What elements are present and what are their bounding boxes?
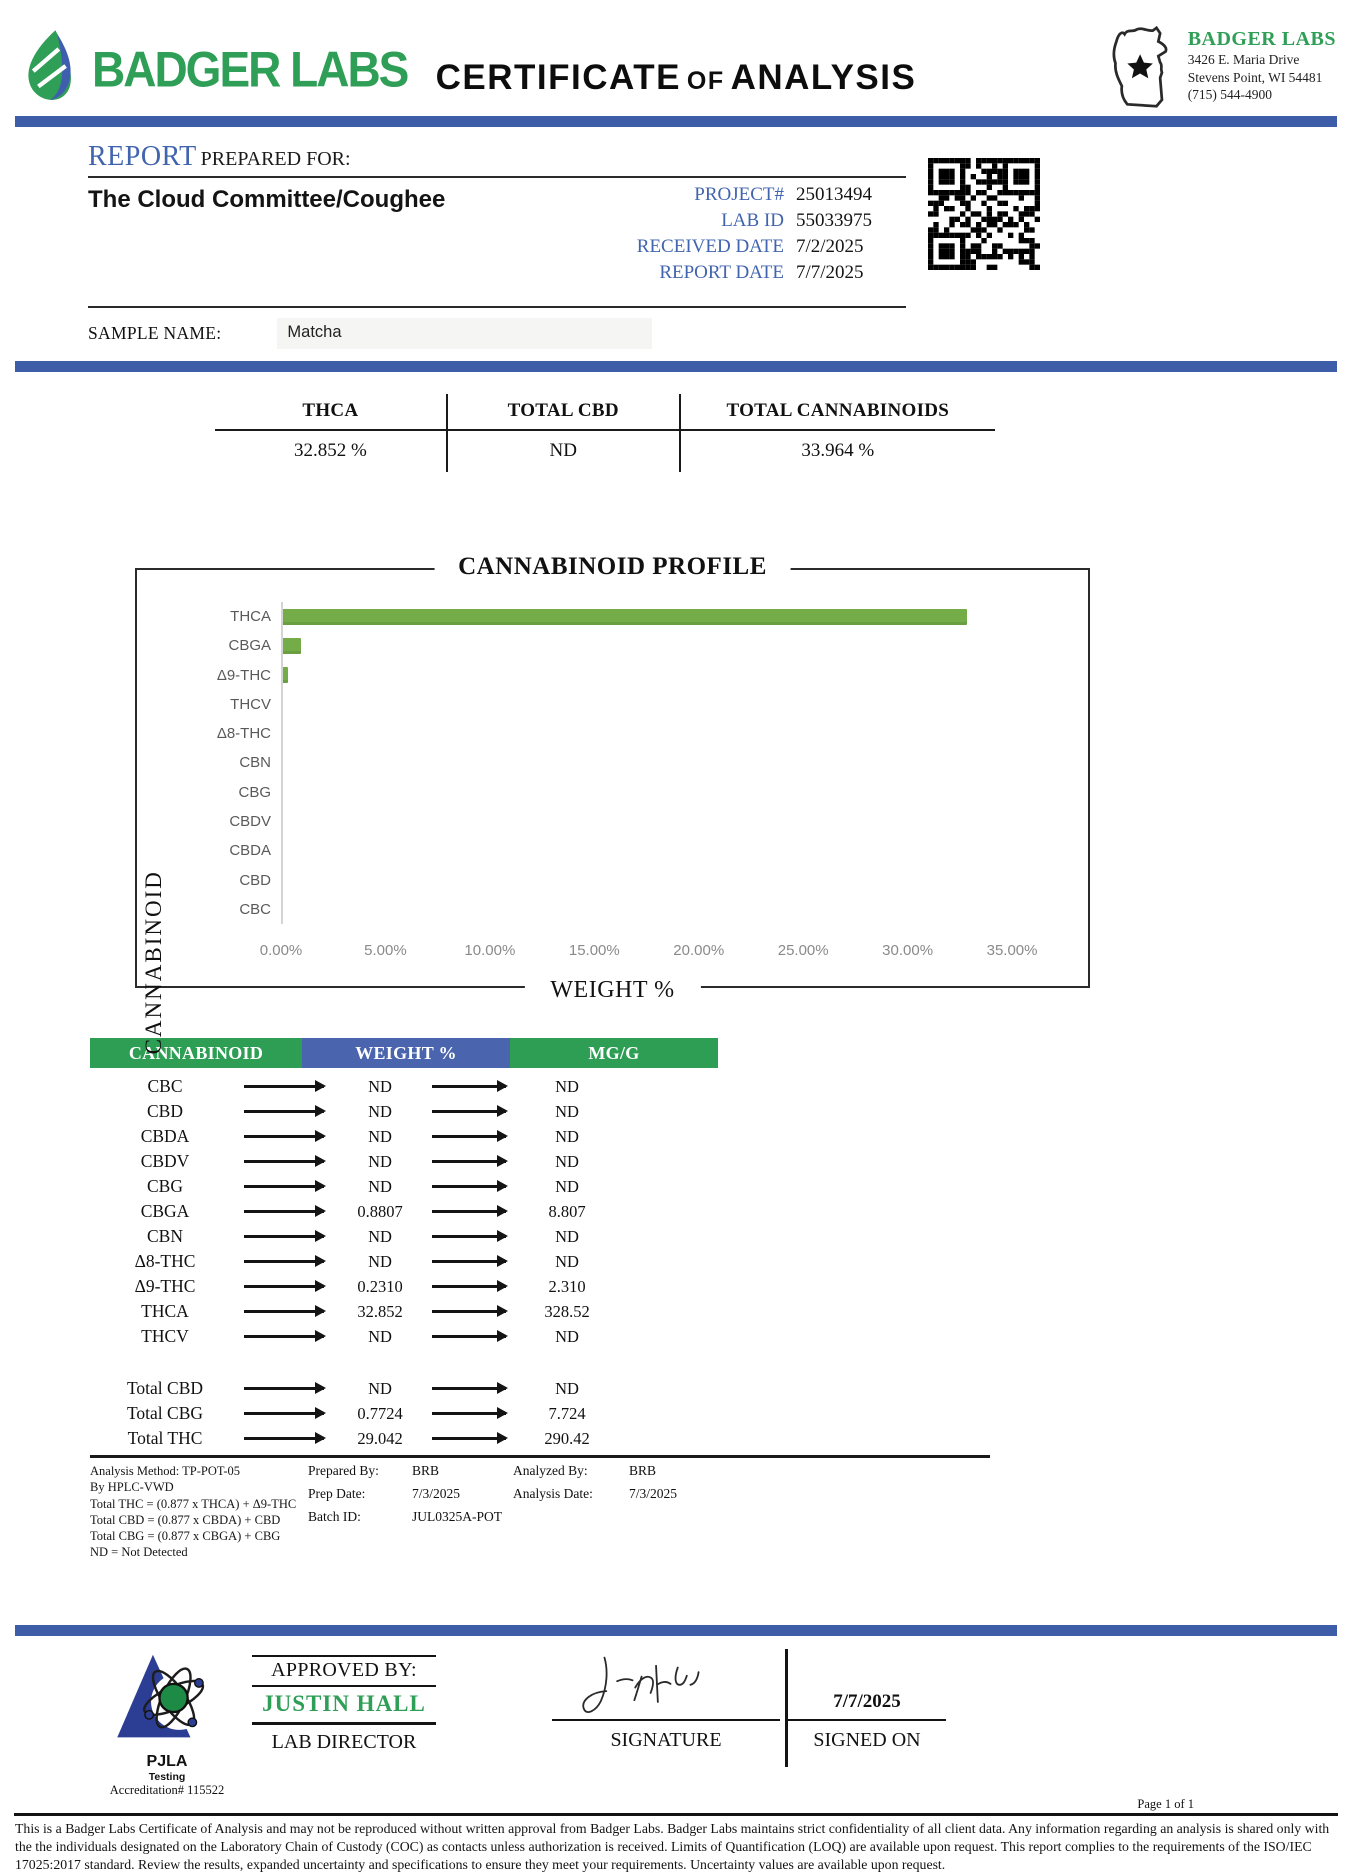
column-header-mgg: MG/G xyxy=(510,1038,718,1068)
mg-per-g-value: ND xyxy=(514,1252,620,1272)
column-header-cannabinoid: CANNABINOID xyxy=(90,1038,302,1068)
arrow-icon xyxy=(432,1437,506,1439)
summary-column-value: 32.852 % xyxy=(215,431,446,472)
signature-label: SIGNATURE xyxy=(552,1721,780,1752)
arrow-icon xyxy=(432,1085,506,1087)
cannabinoid-name: Total THC xyxy=(90,1428,240,1449)
chart-category-label: CBGA xyxy=(199,637,281,654)
note-value: 7/3/2025 xyxy=(396,1486,460,1502)
pjla-logo-icon xyxy=(106,1734,228,1751)
chart-x-axis-label: WEIGHT % xyxy=(524,977,700,1004)
approval-section xyxy=(0,1645,1352,1795)
arrow-icon xyxy=(244,1310,324,1312)
report-field-label: PROJECT# xyxy=(694,184,784,206)
chart-bar-row xyxy=(283,667,1058,683)
cannabinoid-name: CBDV xyxy=(90,1151,240,1172)
weight-percent-value: 0.7724 xyxy=(332,1404,428,1424)
signed-on-block xyxy=(788,1645,946,1752)
lab-name: BADGER LABS xyxy=(1188,28,1336,51)
arrow-icon xyxy=(432,1387,506,1389)
prepared-row xyxy=(308,1509,513,1525)
mg-per-g-value: 7.724 xyxy=(514,1404,620,1424)
footer-rule xyxy=(14,1813,1338,1816)
page-title xyxy=(436,58,917,98)
client-name: The Cloud Committee/Coughee xyxy=(88,186,906,214)
chart-bar-row xyxy=(283,813,1058,829)
report-field-label: RECEIVED DATE xyxy=(637,236,784,258)
chart-x-tick-label: 10.00% xyxy=(464,942,515,959)
lab-address-line1: 3426 E. Maria Drive xyxy=(1188,51,1336,69)
method-note-line: Total CBG = (0.877 x CBGA) + CBG xyxy=(90,1528,308,1544)
summary-column-label: THCA xyxy=(215,394,446,431)
qr-code xyxy=(928,158,1040,270)
chart-bar xyxy=(283,667,288,683)
chart-bar-row xyxy=(283,784,1058,800)
arrow-icon xyxy=(244,1210,324,1212)
pjla-name: PJLA xyxy=(92,1753,242,1771)
note-label: Prepared By: xyxy=(308,1463,396,1479)
mg-per-g-value: 290.42 xyxy=(514,1429,620,1449)
mg-per-g-value: 328.52 xyxy=(514,1302,620,1322)
arrow-icon xyxy=(244,1387,324,1389)
mg-per-g-value: ND xyxy=(514,1127,620,1147)
analyzed-row xyxy=(513,1486,990,1502)
note-label: Batch ID: xyxy=(308,1509,396,1525)
cannabinoid-name: Δ9-THC xyxy=(90,1276,240,1297)
chart-y-axis-label: CANNABINOID xyxy=(141,870,167,1054)
method-note-line: Total CBD = (0.877 x CBDA) + CBD xyxy=(90,1512,308,1528)
chart-bar-row xyxy=(283,696,1058,712)
title-of: OF xyxy=(687,67,725,95)
chart-category-label: THCA xyxy=(199,608,281,625)
signed-on-label: SIGNED ON xyxy=(788,1721,946,1752)
pjla-accreditation-block xyxy=(92,1647,242,1798)
mg-per-g-value: ND xyxy=(514,1227,620,1247)
arrow-icon xyxy=(432,1235,506,1237)
arrow-icon xyxy=(244,1335,324,1337)
cannabinoid-table-rows xyxy=(90,1068,718,1451)
cannabinoid-name: THCA xyxy=(90,1301,240,1322)
chart-bar-row xyxy=(283,726,1058,742)
lab-phone: (715) 544-4900 xyxy=(1188,86,1336,104)
method-notes xyxy=(90,1463,308,1561)
report-fields xyxy=(576,184,906,288)
report-body xyxy=(88,178,906,308)
arrow-icon xyxy=(432,1260,506,1262)
badger-labs-logo xyxy=(18,26,407,111)
table-row xyxy=(90,1249,718,1274)
prepared-row xyxy=(308,1463,513,1479)
chart-bar-row xyxy=(283,843,1058,859)
cannabinoid-name: Total CBG xyxy=(90,1403,240,1424)
chart-x-tick-label: 30.00% xyxy=(882,942,933,959)
table-row xyxy=(90,1199,718,1224)
report-field-row xyxy=(576,210,906,232)
chart-bar-row xyxy=(283,638,1058,654)
arrow-icon xyxy=(244,1235,324,1237)
table-row xyxy=(90,1299,718,1324)
note-label: Analysis Date: xyxy=(513,1486,613,1502)
sample-name-value: Matcha xyxy=(277,318,652,349)
cannabinoid-name: CBDA xyxy=(90,1126,240,1147)
cannabinoid-name: THCV xyxy=(90,1326,240,1347)
approved-by-label: APPROVED BY: xyxy=(252,1655,436,1687)
cannabinoid-name: CBN xyxy=(90,1226,240,1247)
page-number: Page 1 of 1 xyxy=(0,1797,1352,1812)
lab-contact-block xyxy=(1100,20,1336,119)
title-certificate: CERTIFICATE xyxy=(436,58,681,97)
report-field-label: LAB ID xyxy=(721,210,784,232)
arrow-icon xyxy=(244,1085,324,1087)
divider-bar-bottom xyxy=(15,1625,1337,1636)
note-label: Analyzed By: xyxy=(513,1463,613,1479)
arrow-icon xyxy=(432,1185,506,1187)
cannabinoid-name: Δ8-THC xyxy=(90,1251,240,1272)
arrow-icon xyxy=(432,1285,506,1287)
chart-category-label: Δ8-THC xyxy=(199,725,281,742)
cannabinoid-name: CBD xyxy=(90,1101,240,1122)
table-row xyxy=(90,1324,718,1349)
mg-per-g-value: ND xyxy=(514,1102,620,1122)
method-note-line: ND = Not Detected xyxy=(90,1544,308,1560)
column-header-weight: WEIGHT % xyxy=(302,1038,510,1068)
chart-x-ticks xyxy=(281,942,1058,962)
analyzed-block xyxy=(513,1463,990,1561)
arrow-icon xyxy=(244,1260,324,1262)
mg-per-g-value: ND xyxy=(514,1177,620,1197)
summary-column-label: TOTAL CANNABINOIDS xyxy=(681,394,995,431)
accreditation-number: Accreditation# 115522 xyxy=(92,1783,242,1798)
cannabinoid-profile-chart xyxy=(135,568,1090,988)
arrow-icon xyxy=(244,1437,324,1439)
chart-title: CANNABINOID PROFILE xyxy=(434,553,791,581)
chart-category-label: CBC xyxy=(199,901,281,918)
chart-bar xyxy=(283,609,967,625)
analyzed-row xyxy=(513,1463,990,1479)
report-field-label: REPORT DATE xyxy=(659,262,784,284)
chart-bar xyxy=(283,638,301,654)
header xyxy=(0,0,1352,116)
report-section xyxy=(88,141,906,308)
cannabinoid-table-header xyxy=(90,1038,718,1068)
prepared-row xyxy=(308,1486,513,1502)
weight-percent-value: 0.8807 xyxy=(332,1202,428,1222)
table-row xyxy=(90,1224,718,1249)
chart-bar-row xyxy=(283,901,1058,917)
table-row xyxy=(90,1401,718,1426)
chart-category-label: CBD xyxy=(199,872,281,889)
mg-per-g-value: 8.807 xyxy=(514,1202,620,1222)
method-note-line: Total THC = (0.877 x THCA) + Δ9-THC xyxy=(90,1496,308,1512)
chart-category-label: Δ9-THC xyxy=(199,667,281,684)
approver-name: JUSTIN HALL xyxy=(252,1687,436,1725)
divider-bar-middle xyxy=(15,361,1337,372)
mg-per-g-value: ND xyxy=(514,1379,620,1399)
report-field-value: 7/7/2025 xyxy=(796,262,906,284)
method-note-line: By HPLC-VWD xyxy=(90,1479,308,1495)
arrow-icon xyxy=(432,1135,506,1137)
table-row xyxy=(90,1376,718,1401)
chart-x-tick-label: 35.00% xyxy=(987,942,1038,959)
weight-percent-value: ND xyxy=(332,1227,428,1247)
table-row xyxy=(90,1099,718,1124)
arrow-icon xyxy=(244,1160,324,1162)
weight-percent-value: ND xyxy=(332,1077,428,1097)
chart-category-label: CBG xyxy=(199,784,281,801)
chart-bar-row xyxy=(283,872,1058,888)
report-field-value: 7/2/2025 xyxy=(796,236,906,258)
analysis-notes xyxy=(90,1455,990,1561)
table-row xyxy=(90,1074,718,1099)
footer-disclaimer: This is a Badger Labs Certificate of Analysis and may not be reproduced without written approval from Badger Labs. Badger Labs maintains strict confidentiality of all client data. Any information regarding an analysis is shared only with the the individuals designated on the Laboratory Chain of Custody (COC) as contacts unless authorization is received. Limits of Quantification (LOQ) are available upon request. This report complies to the requirements of the ISO/IEC 17025:2017 standard. Review the results, expanded uncertainty and specifications to ensure they meet your requirements. Uncertainty values are available upon request. xyxy=(15,1820,1337,1874)
prepared-block xyxy=(308,1463,513,1561)
summary-column xyxy=(681,394,995,472)
chart-x-tick-label: 20.00% xyxy=(673,942,724,959)
mg-per-g-value: 2.310 xyxy=(514,1277,620,1297)
cannabinoid-table xyxy=(90,1038,718,1451)
report-heading xyxy=(88,141,906,178)
arrow-icon xyxy=(432,1210,506,1212)
lab-address-line2: Stevens Point, WI 54481 xyxy=(1188,69,1336,87)
chart-category-label: CBDA xyxy=(199,842,281,859)
chart-categories xyxy=(199,602,281,924)
chart-category-label: CBN xyxy=(199,754,281,771)
report-heading-secondary: PREPARED FOR: xyxy=(201,148,351,170)
pjla-sub: Testing xyxy=(92,1771,242,1783)
chart-plot-area xyxy=(199,602,1058,924)
arrow-icon xyxy=(244,1285,324,1287)
arrow-icon xyxy=(244,1412,324,1414)
report-field-value: 55033975 xyxy=(796,210,906,232)
chart-bars xyxy=(281,602,1058,924)
mg-per-g-value: ND xyxy=(514,1327,620,1347)
table-row xyxy=(90,1426,718,1451)
table-row xyxy=(90,1174,718,1199)
report-field-value: 25013494 xyxy=(796,184,906,206)
chart-x-tick-label: 0.00% xyxy=(260,942,303,959)
report-field-row xyxy=(576,236,906,258)
chart-bar-row xyxy=(283,609,1058,625)
weight-percent-value: 0.2310 xyxy=(332,1277,428,1297)
note-value: JUL0325A-POT xyxy=(396,1509,502,1525)
signature-block xyxy=(552,1645,780,1752)
logo-wordmark: BADGER LABS xyxy=(92,39,407,97)
wisconsin-state-icon xyxy=(1100,20,1182,119)
weight-percent-value: ND xyxy=(332,1152,428,1172)
summary-table xyxy=(215,394,995,472)
summary-column-label: TOTAL CBD xyxy=(448,394,679,431)
weight-percent-value: ND xyxy=(332,1177,428,1197)
arrow-icon xyxy=(432,1310,506,1312)
weight-percent-value: ND xyxy=(332,1379,428,1399)
report-heading-primary: REPORT xyxy=(88,141,197,172)
weight-percent-value: 29.042 xyxy=(332,1429,428,1449)
cannabinoid-name: CBC xyxy=(90,1076,240,1097)
report-field-row xyxy=(576,184,906,206)
note-value: BRB xyxy=(613,1463,656,1479)
arrow-icon xyxy=(244,1135,324,1137)
weight-percent-value: 32.852 xyxy=(332,1302,428,1322)
weight-percent-value: ND xyxy=(332,1127,428,1147)
summary-column-value: ND xyxy=(448,431,679,472)
title-analysis: ANALYSIS xyxy=(731,58,917,97)
report-field-row xyxy=(576,262,906,284)
table-row xyxy=(90,1274,718,1299)
chart-bar-row xyxy=(283,755,1058,771)
arrow-icon xyxy=(244,1185,324,1187)
sample-row xyxy=(88,318,1352,349)
sample-name-label: SAMPLE NAME: xyxy=(88,323,221,344)
chart-x-tick-label: 5.00% xyxy=(364,942,407,959)
chart-category-label: THCV xyxy=(199,696,281,713)
table-row xyxy=(90,1149,718,1174)
approver-title: LAB DIRECTOR xyxy=(252,1725,436,1754)
arrow-icon xyxy=(432,1160,506,1162)
signature-image xyxy=(552,1645,780,1721)
method-note-line: Analysis Method: TP-POT-05 xyxy=(90,1463,308,1479)
weight-percent-value: ND xyxy=(332,1102,428,1122)
chart-category-label: CBDV xyxy=(199,813,281,830)
note-value: BRB xyxy=(396,1463,439,1479)
cannabinoid-name: CBG xyxy=(90,1176,240,1197)
leaf-icon xyxy=(18,26,86,111)
mg-per-g-value: ND xyxy=(514,1152,620,1172)
summary-column-value: 33.964 % xyxy=(681,431,995,472)
cannabinoid-name: Total CBD xyxy=(90,1378,240,1399)
cannabinoid-name: CBGA xyxy=(90,1201,240,1222)
note-label: Prep Date: xyxy=(308,1486,396,1502)
mg-per-g-value: ND xyxy=(514,1077,620,1097)
table-row xyxy=(90,1124,718,1149)
summary-column xyxy=(215,394,448,472)
table-gap xyxy=(90,1349,718,1376)
signed-date: 7/7/2025 xyxy=(788,1645,946,1721)
chart-x-tick-label: 15.00% xyxy=(569,942,620,959)
weight-percent-value: ND xyxy=(332,1327,428,1347)
arrow-icon xyxy=(432,1412,506,1414)
arrow-icon xyxy=(244,1110,324,1112)
weight-percent-value: ND xyxy=(332,1252,428,1272)
approved-by-block xyxy=(252,1655,436,1754)
arrow-icon xyxy=(432,1110,506,1112)
note-value: 7/3/2025 xyxy=(613,1486,677,1502)
summary-column xyxy=(448,394,681,472)
chart-x-tick-label: 25.00% xyxy=(778,942,829,959)
arrow-icon xyxy=(432,1335,506,1337)
